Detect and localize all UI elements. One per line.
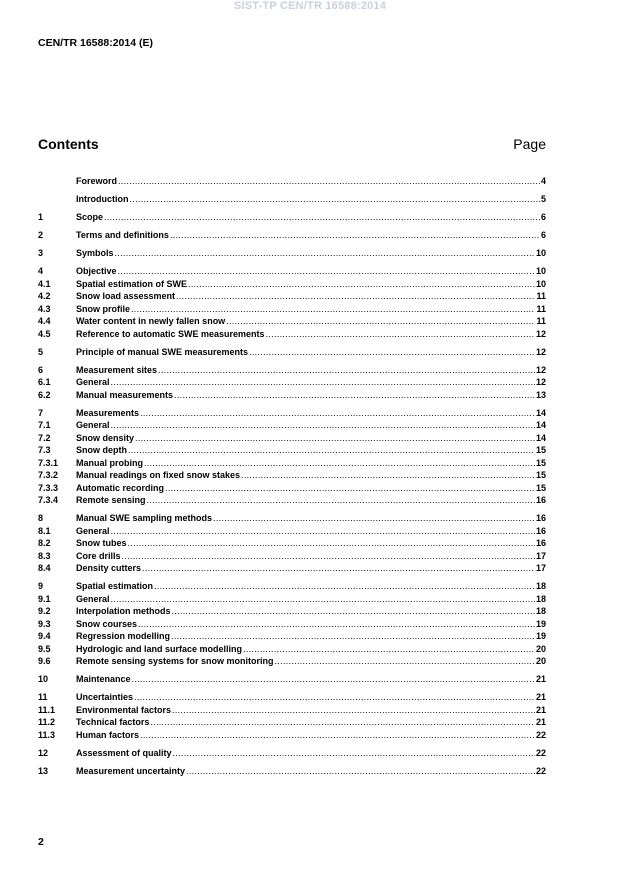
toc-dot-leader: [266, 328, 535, 341]
toc-entry-page: 21: [535, 704, 546, 715]
toc-entry-title: Automatic recording: [76, 482, 165, 493]
toc-entry-page: 22: [535, 765, 546, 776]
toc-dot-leader: [170, 229, 540, 242]
toc-entry-number: 8: [38, 513, 44, 523]
document-id: CEN/TR 16588:2014 (E): [38, 37, 153, 49]
toc-entry-title: General: [76, 377, 110, 387]
toc-entry-page: 18: [535, 581, 546, 591]
toc-dot-leader: [147, 494, 535, 507]
toc-entry-number: 3: [38, 248, 44, 258]
toc-entry-page: 10: [535, 248, 546, 258]
toc-entry-page: 16: [535, 513, 546, 523]
page-column-label: Page: [513, 136, 546, 152]
toc-dot-leader: [176, 290, 535, 303]
toc-entry-page: 14: [535, 420, 546, 430]
toc-dot-leader: [104, 211, 540, 224]
toc-entry[interactable]: [38, 580, 546, 593]
toc-entry-page: 6: [540, 212, 546, 222]
toc-entry-page: 21: [535, 674, 546, 684]
toc-dot-leader: [118, 175, 540, 188]
toc-dot-leader: [111, 525, 535, 538]
toc-entry[interactable]: [38, 346, 546, 359]
toc-entry[interactable]: [38, 630, 546, 643]
toc-entry-number: 7.2: [38, 432, 51, 443]
toc-entry-title: Snow depth: [76, 445, 127, 455]
toc-entry-title: General: [76, 525, 110, 536]
toc-dot-leader: [134, 691, 535, 704]
toc-entry-title: Measurement uncertainty: [76, 765, 186, 776]
toc-entry-page: 15: [535, 457, 546, 468]
toc-entry-title: Snow density: [76, 432, 135, 443]
toc-entry[interactable]: [38, 193, 546, 206]
toc-entry[interactable]: [38, 364, 546, 377]
toc-entry-number: 13: [38, 765, 49, 776]
toc-entry-page: 22: [535, 747, 546, 758]
toc-entry-page: 14: [535, 432, 546, 443]
toc-group: [38, 193, 546, 206]
toc-entry-number: 7.3.2: [38, 470, 59, 480]
toc-entry[interactable]: [38, 290, 546, 303]
toc-dot-leader: [118, 265, 535, 278]
toc-entry[interactable]: [38, 444, 546, 457]
toc-dot-leader: [174, 389, 535, 402]
toc-group: [38, 346, 546, 359]
toc-dot-leader: [154, 580, 535, 593]
toc-group: [38, 580, 546, 668]
toc-entry[interactable]: [38, 716, 546, 729]
toc-group: [38, 175, 546, 188]
toc-entry[interactable]: [38, 469, 546, 482]
toc-entry-page: 15: [535, 470, 546, 480]
toc-entry-number: 9: [38, 581, 44, 591]
toc-entry-title: General: [76, 593, 110, 604]
toc-entry-title: Technical factors: [76, 717, 150, 727]
toc-entry-page: 20: [535, 643, 546, 654]
toc-entry-title: Manual measurements: [76, 389, 174, 400]
toc-entry[interactable]: [38, 407, 546, 420]
toc-entry-title: Principle of manual SWE measurements: [76, 346, 249, 357]
toc-entry-page: 14: [535, 407, 546, 418]
toc-entry-number: 10: [38, 674, 49, 684]
toc-entry-title: Spatial estimation: [76, 581, 154, 591]
toc-entry[interactable]: [38, 765, 546, 778]
toc-entry-page: 16: [535, 495, 546, 505]
toc-dot-leader: [213, 512, 535, 525]
toc-entry-number: 7.1: [38, 420, 51, 430]
toc-entry-number: 8.4: [38, 563, 51, 573]
toc-entry-number: 6.2: [38, 389, 51, 400]
toc-entry-title: Core drills: [76, 550, 121, 561]
toc-dot-leader: [115, 247, 535, 260]
toc-group: [38, 211, 546, 224]
toc-entry-title: Terms and definitions: [76, 230, 169, 240]
toc-entry-title: Assessment of quality: [76, 747, 172, 758]
toc-entry[interactable]: [38, 673, 546, 686]
toc-entry-number: 1: [38, 212, 44, 222]
toc-entry-page: 12: [535, 364, 546, 375]
toc-entry-title: Environmental factors: [76, 704, 172, 715]
toc-entry[interactable]: [38, 419, 546, 432]
toc-entry-page: 18: [535, 606, 546, 616]
toc-entry-title: Reference to automatic SWE measurements: [76, 328, 265, 339]
toc-group: [38, 407, 546, 507]
toc-dot-leader: [132, 673, 535, 686]
toc-group: [38, 673, 546, 686]
toc-entry-page: 10: [535, 266, 546, 276]
toc-entry-page: 20: [535, 656, 546, 666]
toc-entry-title: Measurement sites: [76, 364, 158, 375]
toc-entry-number: 4.3: [38, 303, 51, 314]
toc-dot-leader: [111, 376, 535, 389]
toc-dot-leader: [130, 193, 540, 206]
toc-entry-number: 4.2: [38, 291, 51, 301]
toc-entry-number: 6: [38, 364, 44, 375]
toc-entry-title: Water content in newly fallen snow: [76, 316, 226, 326]
toc-entry-page: 13: [535, 389, 546, 400]
toc-group: [38, 747, 546, 760]
toc-entry-title: Snow load assessment: [76, 291, 176, 301]
toc-dot-leader: [140, 407, 535, 420]
toc-entry-number: 9.5: [38, 643, 51, 654]
toc-entry-number: 8.2: [38, 538, 51, 548]
toc-entry-page: 11: [536, 316, 546, 326]
toc-entry-title: Maintenance: [76, 674, 131, 684]
toc-dot-leader: [158, 364, 535, 377]
toc-entry-number: 2: [38, 230, 44, 240]
toc-dot-leader: [122, 550, 535, 563]
toc-entry-page: 11: [536, 303, 546, 314]
toc-entry-number: 5: [38, 346, 44, 357]
toc-dot-leader: [144, 457, 535, 470]
toc-entry-title: Snow tubes: [76, 538, 127, 548]
toc-dot-leader: [171, 630, 535, 643]
toc-entry[interactable]: [38, 315, 546, 328]
toc-entry-page: 16: [535, 525, 546, 536]
toc-dot-leader: [243, 643, 535, 656]
toc-entry-number: 8.3: [38, 550, 51, 561]
toc-entry-page: 15: [535, 445, 546, 455]
toc-entry[interactable]: [38, 247, 546, 260]
toc-dot-leader: [172, 704, 535, 717]
toc-entry[interactable]: [38, 550, 546, 563]
toc-entry-number: 4.4: [38, 316, 51, 326]
toc-entry-title: Uncertainties: [76, 692, 134, 702]
toc-entry[interactable]: [38, 432, 546, 445]
toc-entry-title: Hydrologic and land surface modelling: [76, 643, 243, 654]
toc-entry[interactable]: [38, 482, 546, 495]
toc-entry-title: Density cutters: [76, 563, 142, 573]
toc-entry-title: Regression modelling: [76, 631, 171, 641]
toc-group: [38, 691, 546, 741]
toc-dot-leader: [275, 655, 535, 668]
toc-entry[interactable]: [38, 593, 546, 606]
toc-entry-page: 4: [540, 176, 546, 186]
toc-entry-title: Symbols: [76, 248, 114, 258]
toc-group: [38, 765, 546, 778]
toc-entry-number: 8.1: [38, 525, 51, 536]
toc-entry-page: 19: [535, 618, 546, 629]
toc-dot-leader: [188, 278, 535, 291]
toc-group: [38, 512, 546, 575]
toc-entry-number: 7.3.4: [38, 495, 59, 505]
page-number: 2: [38, 836, 44, 848]
toc-entry-number: 9.2: [38, 606, 51, 616]
toc-entry-number: 7.3.1: [38, 457, 59, 468]
toc-entry-title: Remote sensing systems for snow monitoring: [76, 656, 274, 666]
toc-group: [38, 265, 546, 340]
toc-entry-page: 21: [535, 692, 546, 702]
toc-entry[interactable]: [38, 265, 546, 278]
toc-group: [38, 229, 546, 242]
toc-entry-title: Interpolation methods: [76, 606, 171, 616]
toc-dot-leader: [135, 432, 535, 445]
toc-entry-title: Objective: [76, 266, 117, 276]
toc-entry[interactable]: [38, 618, 546, 631]
toc-dot-leader: [111, 419, 535, 432]
toc-entry-page: 12: [535, 346, 546, 357]
toc-entry-number: 4.5: [38, 328, 51, 339]
toc-dot-leader: [241, 469, 535, 482]
toc-entry[interactable]: [38, 643, 546, 656]
toc-entry[interactable]: [38, 389, 546, 402]
toc-entry[interactable]: [38, 562, 546, 575]
toc-entry-number: 11.2: [38, 717, 56, 727]
toc-group: [38, 364, 546, 402]
toc-group: [38, 247, 546, 260]
toc-entry-title: Introduction: [76, 194, 129, 204]
toc-entry-title: Spatial estimation of SWE: [76, 278, 188, 289]
toc-entry-title: General: [76, 420, 110, 430]
toc-dot-leader: [142, 562, 535, 575]
watermark: SIST-TP CEN/TR 16588:2014: [233, 0, 387, 12]
toc-entry-number: 7.3: [38, 445, 51, 455]
toc-entry-number: 6.1: [38, 377, 51, 387]
toc-entry-page: 21: [535, 717, 546, 727]
toc-entry-page: 11: [536, 291, 546, 301]
toc-entry[interactable]: [38, 691, 546, 704]
toc-dot-leader: [140, 729, 535, 742]
toc-entry[interactable]: [38, 655, 546, 668]
toc-entry-title: Foreword: [76, 176, 118, 186]
toc-entry-page: 15: [535, 482, 546, 493]
toc-entry-title: Snow courses: [76, 618, 138, 629]
toc-entry-page: 10: [535, 278, 546, 289]
toc-dot-leader: [150, 716, 535, 729]
toc-entry-page: 19: [535, 631, 546, 641]
toc-entry-page: 12: [535, 328, 546, 339]
toc-entry[interactable]: [38, 494, 546, 507]
toc-entry-page: 16: [535, 538, 546, 548]
toc-entry[interactable]: [38, 525, 546, 538]
toc-entry[interactable]: [38, 328, 546, 341]
toc-entry-title: Manual SWE sampling methods: [76, 513, 213, 523]
toc-entry[interactable]: [38, 605, 546, 618]
toc-entry[interactable]: [38, 211, 546, 224]
contents-heading: Contents: [38, 136, 99, 152]
toc-dot-leader: [186, 765, 535, 778]
toc-entry-number: 9.1: [38, 593, 51, 604]
toc-entry-page: 22: [535, 729, 546, 740]
toc-dot-leader: [165, 482, 535, 495]
toc-entry-title: Human factors: [76, 729, 140, 740]
toc-dot-leader: [131, 303, 535, 316]
toc-entry-number: 4.1: [38, 278, 51, 289]
toc-entry-page: 12: [535, 377, 546, 387]
toc-entry-number: 11.3: [38, 729, 56, 740]
toc-entry[interactable]: [38, 229, 546, 242]
toc-entry-number: 9.4: [38, 631, 51, 641]
toc-dot-leader: [111, 593, 535, 606]
toc-entry[interactable]: [38, 303, 546, 316]
toc-entry[interactable]: [38, 747, 546, 760]
table-of-contents: [38, 175, 546, 783]
toc-dot-leader: [128, 444, 535, 457]
toc-entry[interactable]: [38, 512, 546, 525]
toc-entry-number: 11: [38, 692, 48, 702]
toc-entry-title: Measurements: [76, 407, 140, 418]
toc-entry-title: Remote sensing: [76, 495, 146, 505]
toc-entry[interactable]: [38, 457, 546, 470]
toc-entry-number: 11.1: [38, 704, 56, 715]
toc-entry[interactable]: [38, 278, 546, 291]
toc-dot-leader: [173, 747, 535, 760]
toc-dot-leader: [138, 618, 535, 631]
toc-entry-page: 6: [540, 230, 546, 240]
toc-entry-title: Snow profile: [76, 303, 130, 314]
toc-entry[interactable]: [38, 704, 546, 717]
toc-dot-leader: [128, 537, 535, 550]
toc-entry-title: Manual probing: [76, 457, 143, 468]
toc-entry-number: 7: [38, 407, 44, 418]
toc-dot-leader: [226, 315, 535, 328]
toc-entry-number: 9.6: [38, 656, 51, 666]
toc-entry[interactable]: [38, 175, 546, 188]
toc-entry-page: 5: [540, 194, 546, 204]
toc-entry-page: 18: [535, 593, 546, 604]
toc-entry-title: Manual readings on fixed snow stakes: [76, 470, 241, 480]
toc-entry[interactable]: [38, 729, 546, 742]
toc-entry-number: 7.3.3: [38, 482, 59, 493]
toc-entry[interactable]: [38, 537, 546, 550]
toc-entry-number: 4: [38, 266, 44, 276]
toc-entry-title: Scope: [76, 212, 104, 222]
toc-entry-page: 17: [535, 550, 546, 561]
toc-entry[interactable]: [38, 376, 546, 389]
toc-dot-leader: [172, 605, 535, 618]
toc-dot-leader: [249, 346, 535, 359]
toc-entry-page: 17: [535, 563, 546, 573]
toc-entry-number: 12: [38, 747, 49, 758]
toc-entry-number: 9.3: [38, 618, 51, 629]
